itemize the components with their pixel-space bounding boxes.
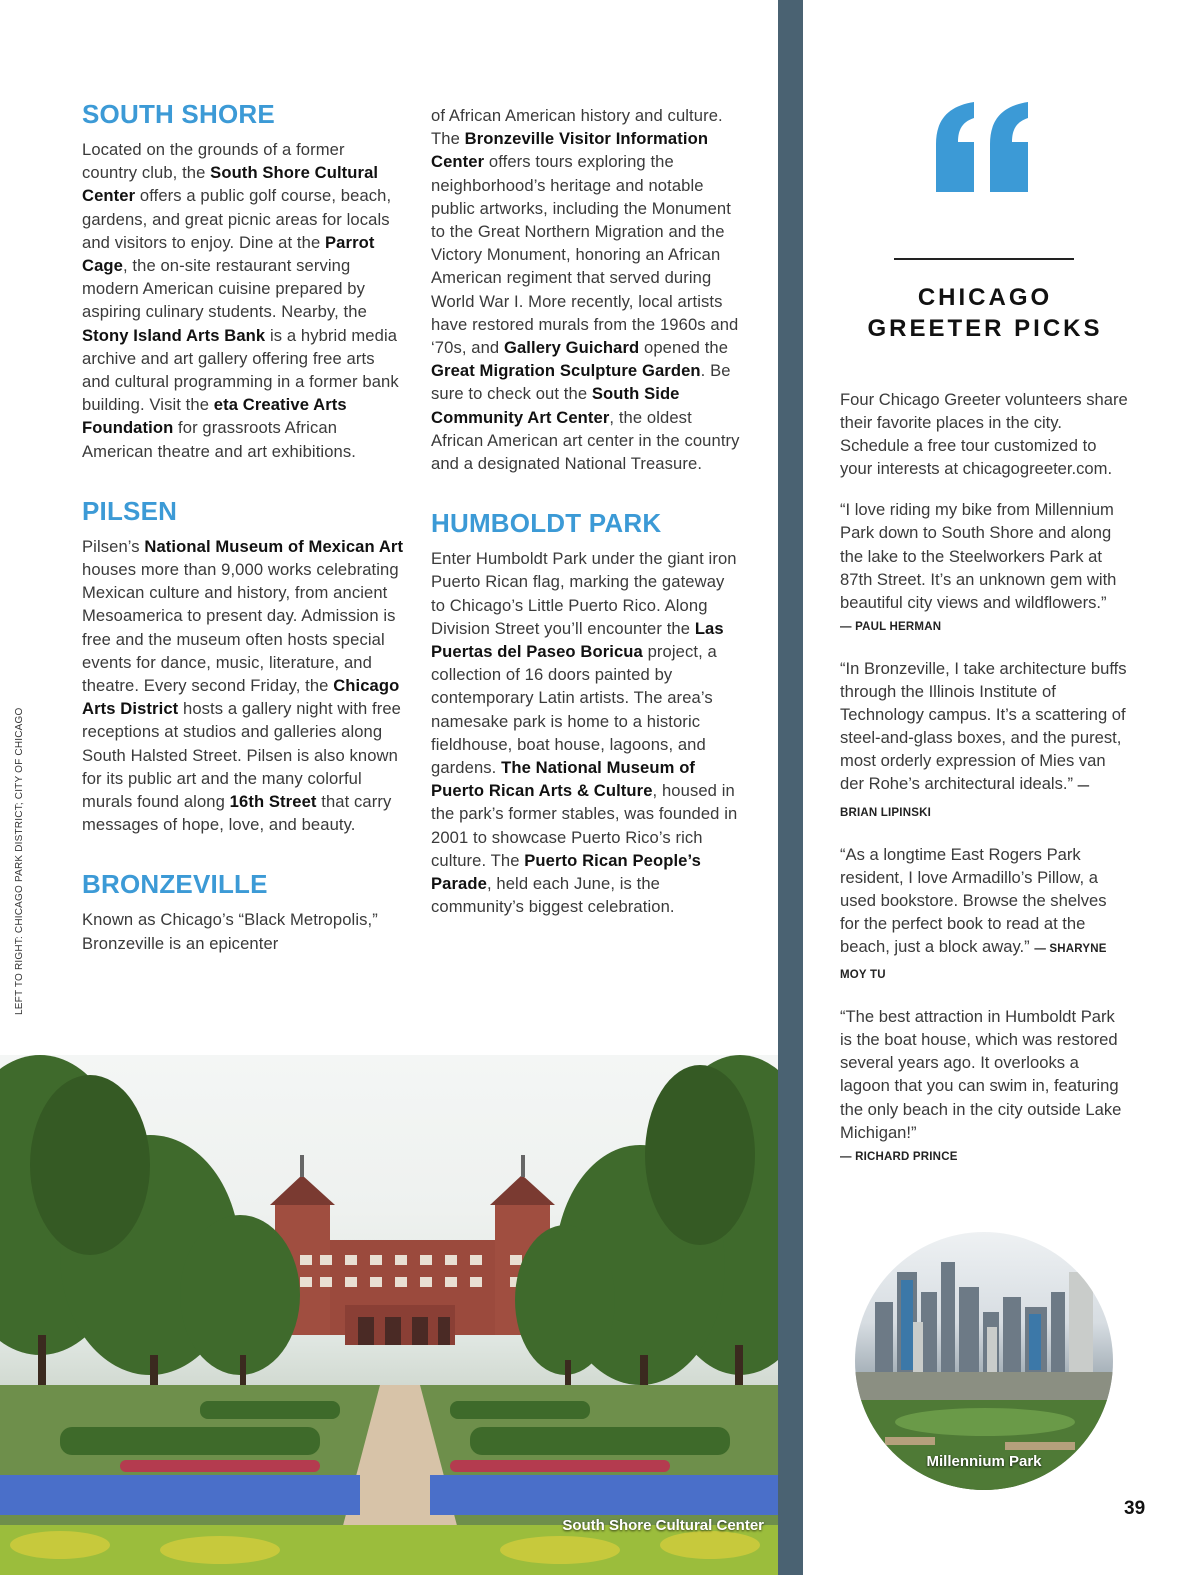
south-shore-paragraph: Located on the grounds of a former country club, the South Shore Cultural Center offers a public golf course, beach, gardens, and great picnic areas for locals and visitors to enjoy. Dine at the Parrot Cage, the on-site restaurant serving modern American cuisine prepared by aspiring culinary students. Nearby, the Stony Island Arts Bank is a hybrid media archive and art gallery offering free arts and cultural programming in a former bank building. Visit the eta Creative Arts Foundation for grassroots African American theatre and art exhibitions.	[82, 140, 399, 461]
column-divider-bar	[778, 0, 803, 1575]
middle-column	[431, 104, 743, 919]
bronzeville-paragraph: Known as Chicago’s “Black Metropolis,” Bronzeville is an epicenter	[82, 910, 378, 953]
bronzeville-heading: BRONZEVILLE	[82, 869, 268, 900]
quote-author: — RICHARD PRINCE	[840, 1150, 958, 1163]
pilsen-heading: PILSEN	[82, 495, 178, 526]
quote-mark-icon	[930, 92, 1040, 202]
sidebar-rule	[894, 258, 1074, 260]
millennium-park-photo	[855, 1232, 1113, 1490]
page-number: 39	[1124, 1498, 1146, 1519]
quote-paul-herman: “I love riding my bike from Millennium Park down to South Shore and along the lake to the Steelworkers Park at 87th Street. It’s an unknown gem with beautiful city views and wildflowers.” — PAUL HERMAN	[840, 498, 1130, 639]
circle-caption: Millennium Park	[926, 1453, 1042, 1470]
photo-credit: LEFT TO RIGHT: CHICAGO PARK DISTRICT; CITY OF CHICAGO	[14, 707, 25, 1015]
quote-author: — BRIAN LIPINSKI	[840, 780, 1090, 819]
sidebar-title: CHICAGO GREETER PICKS	[867, 284, 1103, 342]
pilsen-paragraph: Pilsen’s National Museum of Mexican Art houses more than 9,000 works celebrating Mexican culture and history, from ancient Mesoamerica to present day. Admission is free and the museum often hosts special events for dance, music, literature, and theatre. Every second Friday, the Chicago Arts District hosts a gallery night with free receptions at studios and galleries along South Halsted Street. Pilsen is also known for its public art and the many colorful murals found along 16th Street that carry messages of hope, love, and beauty.	[82, 536, 404, 835]
humboldt-park-paragraph: Enter Humboldt Park under the giant iron Puerto Rican flag, marking the gateway to Chicago’s Little Puerto Rico. Along Division Street you’ll encounter the Las Puertas del Paseo Boricua project, a collection of 16 doors painted by contemporary Latin artists. The area’s namesake park is home to a historic fieldhouse, boat house, lagoons, and gardens. The National Museum of Puerto Rican Arts & Culture, housed in the park’s former stables, was founded in 2001 to showcase Puerto Rico’s rich culture. The Puerto Rican People’s Parade, held each June, is the community’s biggest celebration.	[431, 549, 738, 917]
quote-sharyne-moy-tu: “As a longtime East Rogers Park resident, I love Armadillo’s Pillow, a used bookstore. Browse the shelves for the perfect book to read at the beach, just a block away.” — SHARYNE MOY TU	[840, 844, 1107, 982]
quote-author: — PAUL HERMAN	[840, 620, 942, 633]
sidebar-column	[840, 388, 1130, 1187]
south-shore-heading: SOUTH SHORE	[82, 99, 275, 129]
south-shore-illustration	[0, 1055, 778, 1575]
bronzeville-continued-paragraph: of African American history and culture. The Bronzeville Visitor Information Center offers tours exploring the neighborhood’s heritage and notable public artworks, including the Monument to the Great Northern Migration and the Victory Monument, honoring an African American regiment that served during World War I. More recently, local artists have restored murals from the 1960s and ‘70s, and Gallery Guichard opened the Great Migration Sculpture Garden. Be sure to check out the South Side Community Art Center, the oldest African American art center in the country and a designated National Treasure.	[431, 106, 740, 474]
quote-brian-lipinski: “In Bronzeville, I take architecture buffs through the Illinois Institute of Technology campus. It’s a scattering of steel-and-glass boxes, and the purest, most orderly expression of Mies van der Rohe’s architectural ideals.” — BRIAN LIPINSKI	[840, 658, 1127, 819]
photo-caption: South Shore Cultural Center	[562, 1517, 764, 1534]
skyline-illustration	[855, 1232, 1113, 1490]
sidebar-intro: Four Chicago Greeter volunteers share their favorite places in the city. Schedule a free tour customized to your interests at chicagogreeter.com.	[840, 390, 1128, 479]
left-column	[82, 98, 404, 955]
quote-author: — SHARYNE MOY TU	[840, 942, 1107, 982]
south-shore-photo	[0, 1055, 778, 1575]
quote-richard-prince: “The best attraction in Humboldt Park is the boat house, which was restored several years ago. It overlooks a lagoon that you can swim in, featuring the only beach in the city outside Lake Michigan!” — RICHARD PRINCE	[840, 1005, 1130, 1169]
humboldt-park-heading: HUMBOLDT PARK	[431, 508, 662, 539]
